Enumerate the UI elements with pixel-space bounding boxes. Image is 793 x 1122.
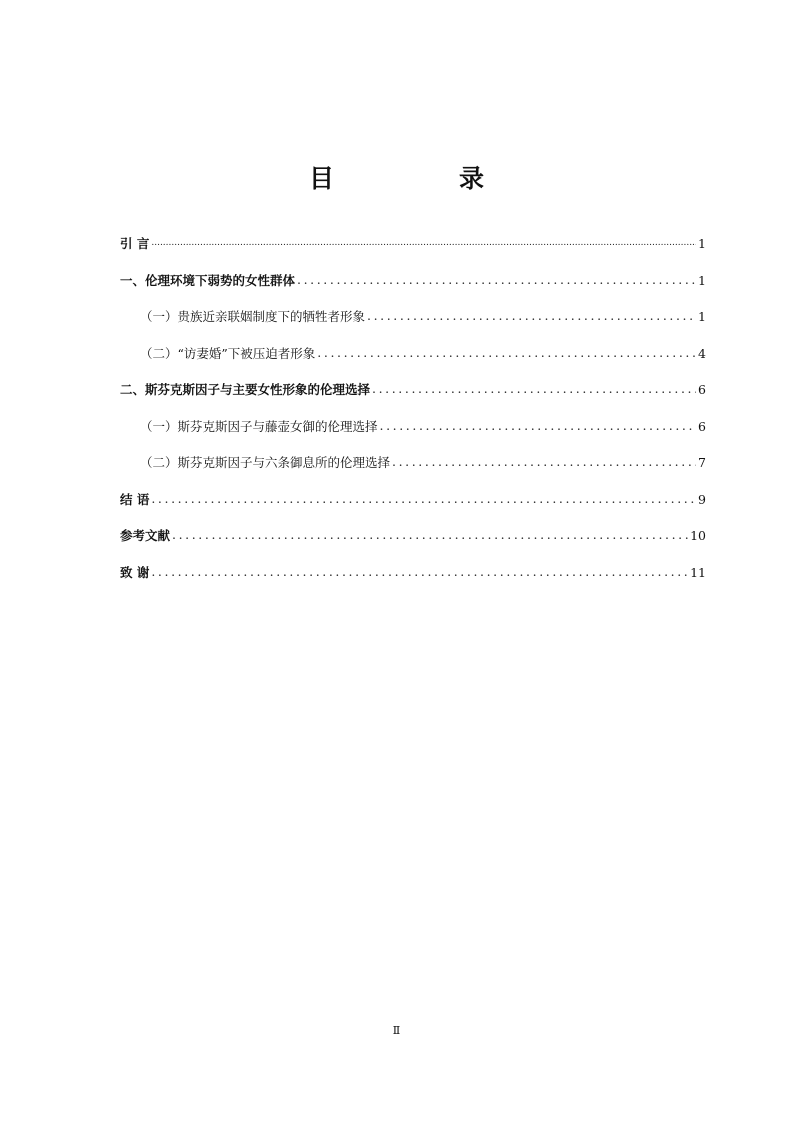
toc-page-number: 1 (698, 309, 706, 325)
toc-page-number: 9 (698, 491, 706, 507)
toc-entry-label: （一）斯芬克斯因子与藤壶女御的伦理选择 (140, 418, 378, 434)
toc-entry-label: （二）“访妻婚”下被压迫者形象 (140, 345, 316, 361)
toc-page-number: 4 (698, 345, 706, 361)
toc-dot-leader (380, 417, 697, 435)
toc-page-number: 1 (698, 236, 706, 252)
toc-entry-section-2-1[interactable] (120, 409, 706, 446)
toc-entry-acknowledgements[interactable] (120, 555, 706, 592)
toc-entry-section-2-2[interactable] (120, 445, 706, 482)
toc-entry-label: 一、伦理环境下弱势的女性群体 (120, 272, 296, 288)
toc-entry-references[interactable] (120, 518, 706, 555)
toc-entry-label: （一）贵族近亲联姻制度下的牺牲者形象 (140, 309, 366, 325)
toc-entry-introduction[interactable] (120, 226, 706, 263)
toc-entry-label: 参考文献 (120, 528, 171, 544)
toc-dot-leader (372, 380, 696, 398)
toc-dot-leader (317, 344, 696, 362)
toc-page-number: 1 (698, 272, 706, 288)
toc-list (120, 226, 706, 591)
toc-entry-conclusion[interactable] (120, 482, 706, 519)
toc-page-number: 7 (698, 455, 706, 471)
toc-entry-label: （二）斯芬克斯因子与六条御息所的伦理选择 (140, 455, 391, 471)
toc-dot-leader (151, 563, 688, 581)
toc-entry-label: 致 谢 (120, 564, 150, 580)
toc-title: 目 录 (308, 164, 534, 193)
toc-dot-leader (151, 490, 696, 508)
toc-page-number: 11 (690, 564, 706, 580)
toc-dot-leader (172, 526, 688, 544)
toc-entry-label: 结 语 (120, 491, 150, 507)
toc-entry-label: 引 言 (120, 236, 150, 252)
toc-entry-chapter-2[interactable] (120, 372, 706, 409)
toc-page-number: 6 (698, 418, 706, 434)
toc-entry-label: 二、斯芬克斯因子与主要女性形象的伦理选择 (120, 382, 371, 398)
toc-entry-chapter-1[interactable] (120, 263, 706, 300)
page-number-footer: Ⅱ (392, 1024, 401, 1037)
toc-dot-leader (392, 453, 696, 471)
toc-entry-section-1-2[interactable] (120, 336, 706, 373)
toc-page-number: 10 (690, 528, 706, 544)
toc-page-number: 6 (698, 382, 706, 398)
toc-entry-section-1-1[interactable] (120, 299, 706, 336)
toc-dot-leader (151, 234, 696, 252)
toc-dot-leader (367, 307, 696, 325)
toc-dot-leader (297, 271, 696, 289)
